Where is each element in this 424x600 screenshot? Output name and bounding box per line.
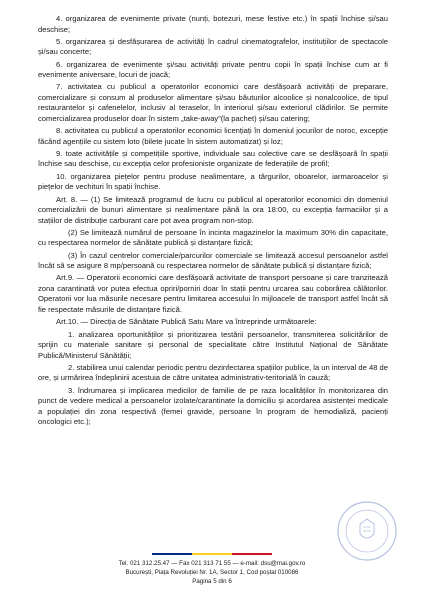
paragraph-art-8-3: (3) În cazul centrelor comerciale/parcurilor comerciale se limitează accesul persoanelor astfel încât să se asigure 8 mp/persoană cu respectarea normelor de sănătate publică și distanțare fizică; bbox=[38, 250, 388, 271]
paragraph-art-10-1: 1. analizarea oportunităților și prioritizarea testării persoanelor, transmiterea solicitărilor de sprijin cu materiale sanitare și personal de specialitate către Institutul Național de Sănătate Publică/Ministerul Sănătății; bbox=[38, 329, 388, 360]
paragraph-item-4: 4. organizarea de evenimente private (nunți, botezuri, mese festive etc.) în spații închise și/sau deschise; bbox=[38, 14, 388, 34]
paragraph-item-9: 9. toate activitățile și competițiile sportive, individuale sau colective care se desfășoară în spații închise sau deschise, cu excepția celor profesioniste organizate de federațiile de profil; bbox=[38, 148, 388, 169]
footer-contact: Tel. 021 312.25.47 — Fax 021 313 71 55 — e-mail: dsu@mai.gov.ro bbox=[118, 560, 306, 567]
paragraph-art-8-1: Art. 8. — (1) Se limitează programul de lucru cu publicul al operatorilor economici din domeniul comercializării de bunuri alimentare și nealimentare până la ora 18:00, cu excepția farmaciilor și a stațiilor de distribuție carburant care pot avea program non-stop. bbox=[38, 194, 388, 225]
paragraph-art-8-2: (2) Se limitează numărul de persoane în incinta magazinelor la maximum 30% din capacitate, cu respectarea normelor de sănătate publică și distanțare fizică; bbox=[38, 227, 388, 248]
paragraph-item-10: 10. organizarea piețelor pentru produse nealimentare, a târgurilor, oboarelor, iarmaroacelor și piețelor de vechituri în spații închise. bbox=[38, 171, 388, 192]
flag-red-stripe bbox=[232, 553, 272, 555]
paragraph-art-9: Art.9. — Operatorii economici care desfășoară activitate de transport persoane și care tranzitează zona carantinată vor putea efectua opriri/porniri doar în stații pentru urcarea sau coborârea călătorilor. Operatorii vor lua măsurile necesare pentru limitarea accesului în mijloacele de transport astfel încât să fie respectate măsurile de distanțare fizică. bbox=[38, 273, 388, 314]
paragraph-item-5: 5. organizarea și desfășurarea de activități în cadrul cinematografelor, instituțiilor de spectacole și/sau concerte; bbox=[38, 36, 388, 57]
footer-page-number: Pagina 5 din 6 bbox=[192, 578, 232, 585]
flag-divider bbox=[152, 553, 272, 555]
official-stamp-icon bbox=[336, 500, 398, 562]
flag-yellow-stripe bbox=[192, 553, 232, 555]
paragraph-item-7: 7. activitatea cu publicul a operatorilor economici care desfășoară activități de preparare, comercializare și consum al produselor alimentare și/sau băuturilor alcoolice și nonalcoolice, de tipul restaurantelor și cafenelelor, inclusiv al teraselor, în interiorul și/sau exteriorul clădirilor. Se permite comercializarea produselor doar în sistem „take-away”(la pachet) și/sau catering; bbox=[38, 82, 388, 123]
paragraph-art-10: Art.10. — Direcția de Sănătate Publică Satu Mare va întreprinde următoarele: bbox=[56, 317, 317, 327]
footer-address: București, Piața Revoluției Nr. 1A, Sector 1, Cod poștal 010086 bbox=[125, 569, 299, 576]
paragraph-art-10-3: 3. îndrumarea și implicarea medicilor de familie de pe raza localităților în monitorizarea din punct de vedere medical a persoanelor izolate/carantinate la domiciliu și acordarea asistenței medicale a populației din zona respectivă (femei gravide, persoane în program de hemodializă, pacienți oncologici etc.); bbox=[38, 385, 388, 427]
document-body bbox=[38, 14, 388, 429]
flag-blue-stripe bbox=[152, 553, 192, 555]
paragraph-item-8: 8. activitatea cu publicul a operatorilor economici licențiați în domeniul jocurilor de noroc, excepție făcând agențiile cu sistem loto (bilete jucate în sistem automatizat) și loz; bbox=[38, 126, 388, 146]
paragraph-item-6: 6. organizarea de evenimente și/sau activități private pentru copii în spații închise cum ar fi evenimente aniversare, locuri de joacă; bbox=[38, 59, 388, 80]
paragraph-art-10-2: 2. stabilirea unui calendar periodic pentru dezinfectarea spațiilor publice, la un interval de 48 de ore, și urmărirea îndeplinirii acestuia de către unitatea administrativ-teritorială în cauză; bbox=[38, 362, 388, 383]
